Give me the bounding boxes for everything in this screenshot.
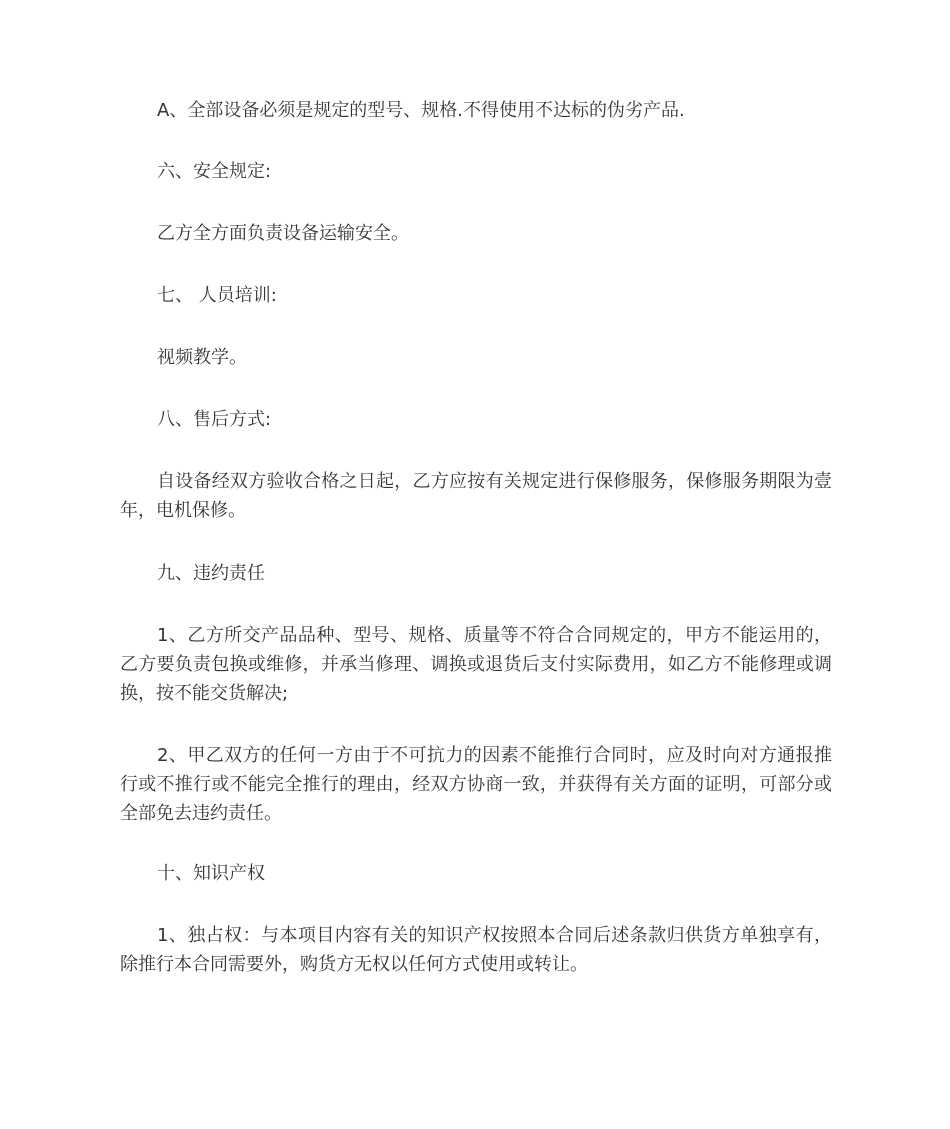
- clause-transport-safety: 乙方全方面负责设备运输安全。: [157, 223, 409, 244]
- section-heading-after-sales: 八、售后方式:: [157, 409, 272, 430]
- clause-exclusive-right: 1、独占权：与本项目内容有关的知识产权按照本合同后述条款归供货方单独享有，除推行本合同需要外，购货方无权以任何方式使用或转让。: [120, 925, 832, 975]
- section-heading-safety: 六、安全规定:: [157, 161, 272, 182]
- clause-liability-1: 1、乙方所交产品品种、型号、规格、质量等不符合合同规定的，甲方不能运用的，乙方要负责包换或维修，并承当修理、调换或退货后支付实际费用，如乙方不能修理或调换，按不能交货解决;: [120, 625, 832, 704]
- clause-video-teaching: 视频教学。: [157, 347, 247, 368]
- section-heading-training: 七、 人员培训:: [157, 285, 277, 306]
- section-heading-ip: 十、知识产权: [157, 863, 265, 884]
- clause-liability-2: 2、甲乙双方的任何一方由于不可抗力的因素不能推行合同时，应及时向对方通报推行或不推行或不能完全推行的理由，经双方协商一致，并获得有关方面的证明，可部分或全部免去违约责任。: [120, 745, 832, 824]
- clause-equipment-spec: A、全部设备必须是规定的型号、规格.不得使用不达标的伪劣产品.: [157, 100, 685, 121]
- clause-warranty: 自设备经双方验收合格之日起，乙方应按有关规定进行保修服务，保修服务期限为壹年，电机保修。: [120, 471, 832, 521]
- section-heading-liability: 九、违约责任: [157, 563, 265, 584]
